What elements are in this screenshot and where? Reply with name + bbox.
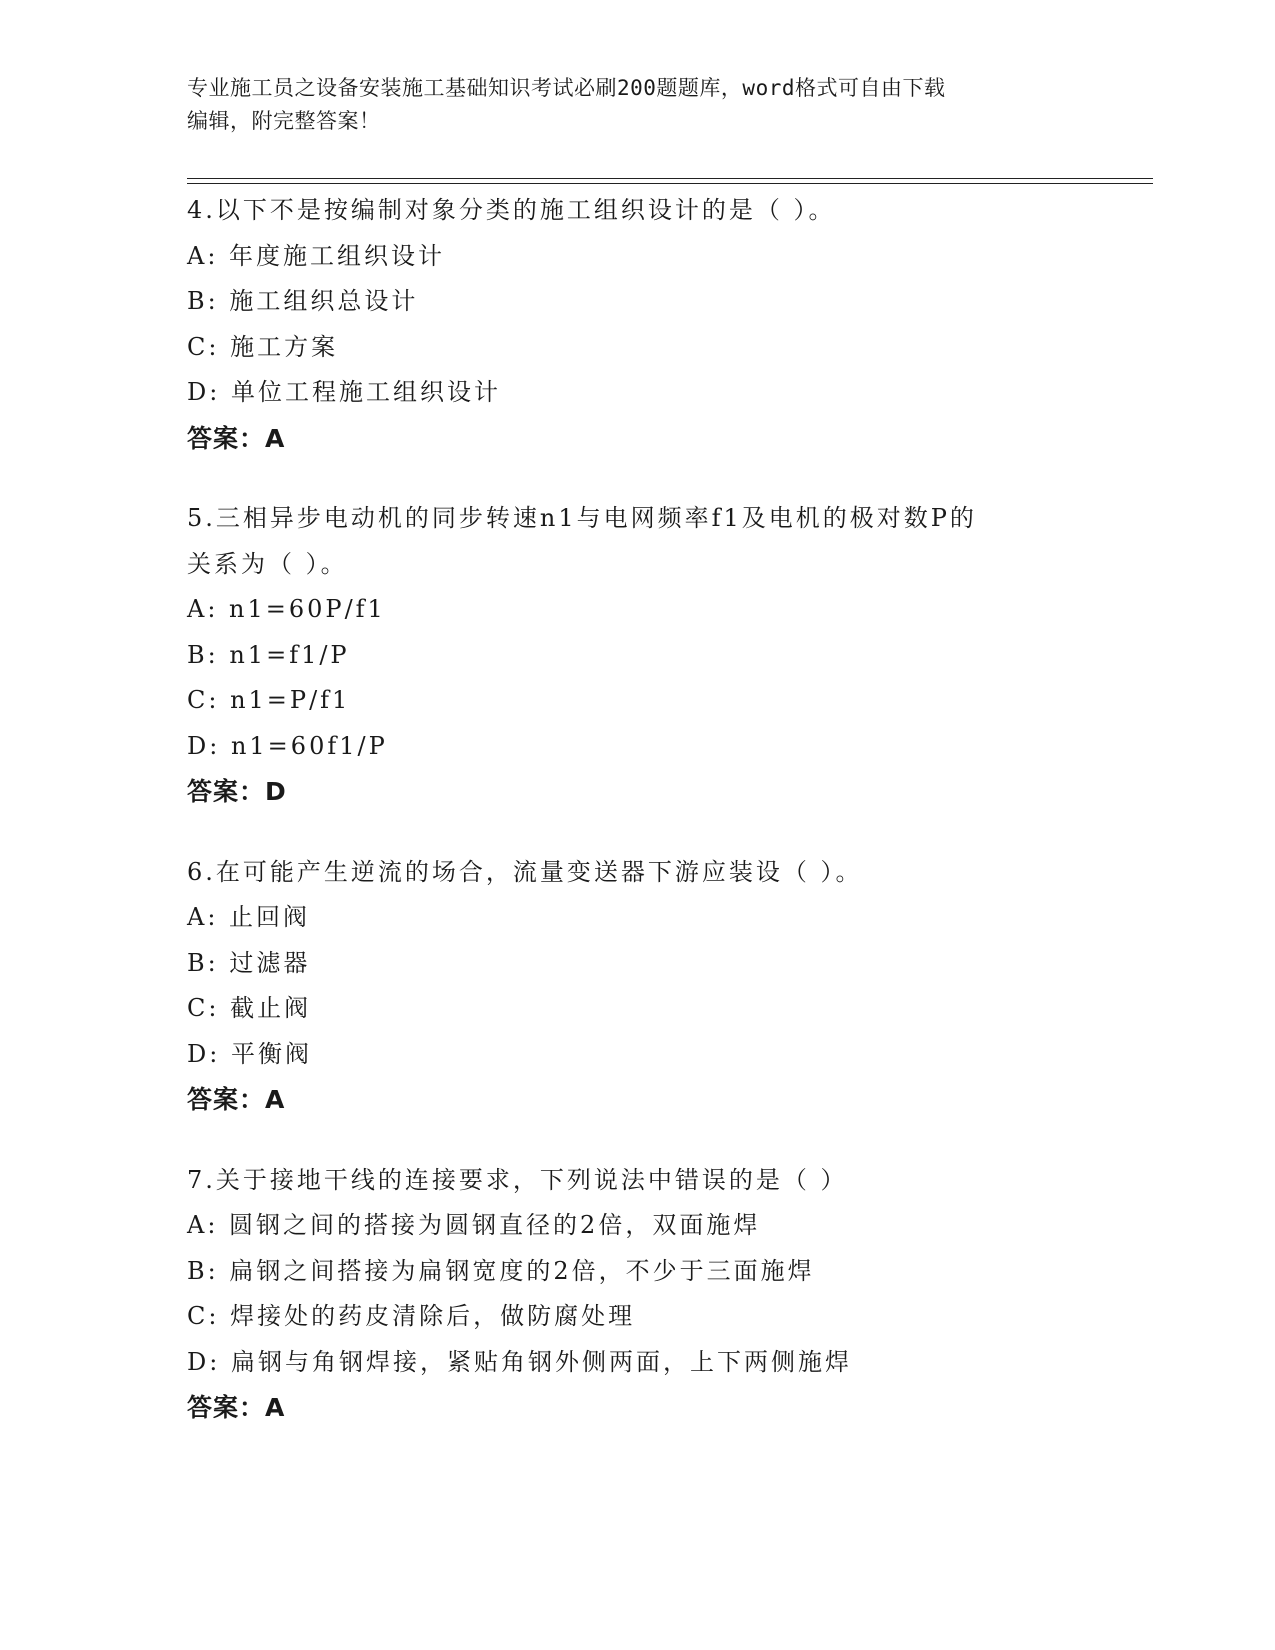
answer: 答案：A [187,1393,286,1422]
option-c: C: 截止阀 [187,994,312,1022]
option-d: D: n1=60f1/P [187,731,388,760]
question-7 [187,1158,1087,1431]
option-a: A: 年度施工组织设计 [187,241,446,270]
question-stem: 7.关于接地干线的连接要求，下列说法中错误的是（ ） [187,1165,848,1194]
question-5 [187,496,1087,815]
question-stem-continued: 关系为（ ）。 [187,549,348,578]
question-stem: 5.三相异步电动机的同步转速n1与电网频率f1及电机的极对数P的 [187,504,977,532]
header-line-2: 编辑，附完整答案！ [187,109,381,133]
option-b: B: n1=f1/P [187,640,350,669]
option-b: B: 过滤器 [187,948,311,977]
header-divider-bottom [187,183,1153,184]
answer: 答案：A [187,1085,286,1114]
option-d: D: 扁钢与角钢焊接，紧贴角钢外侧两面，上下两侧施焊 [187,1347,852,1376]
option-b: B: 施工组织总设计 [187,287,419,315]
question-stem: 6.在可能产生逆流的场合，流量变送器下游应装设（ ）。 [187,857,863,886]
option-c: C: 施工方案 [187,332,339,361]
option-d: D: 平衡阀 [187,1039,312,1068]
header-line-1: 专业施工员之设备安装施工基础知识考试必刷200题题库，word格式可自由下载 [187,76,946,100]
option-b: B: 扁钢之间搭接为扁钢宽度的2倍，不少于三面施焊 [187,1256,815,1285]
question-6 [187,850,1087,1123]
question-list [187,188,1087,1466]
answer: 答案：D [187,777,287,806]
option-d: D: 单位工程施工组织设计 [187,378,501,406]
document-header [187,72,1087,138]
option-a: A: n1=60P/f1 [187,595,386,623]
question-4 [187,188,1087,461]
header-divider-top [187,178,1153,179]
option-a: A: 止回阀 [187,903,311,931]
question-stem: 4.以下不是按编制对象分类的施工组织设计的是（ ）。 [187,196,836,224]
option-a: A: 圆钢之间的搭接为圆钢直径的2倍，双面施焊 [187,1211,761,1239]
option-c: C: n1=P/f1 [187,686,351,714]
answer: 答案：A [187,423,286,453]
option-c: C: 焊接处的药皮清除后，做防腐处理 [187,1302,636,1330]
